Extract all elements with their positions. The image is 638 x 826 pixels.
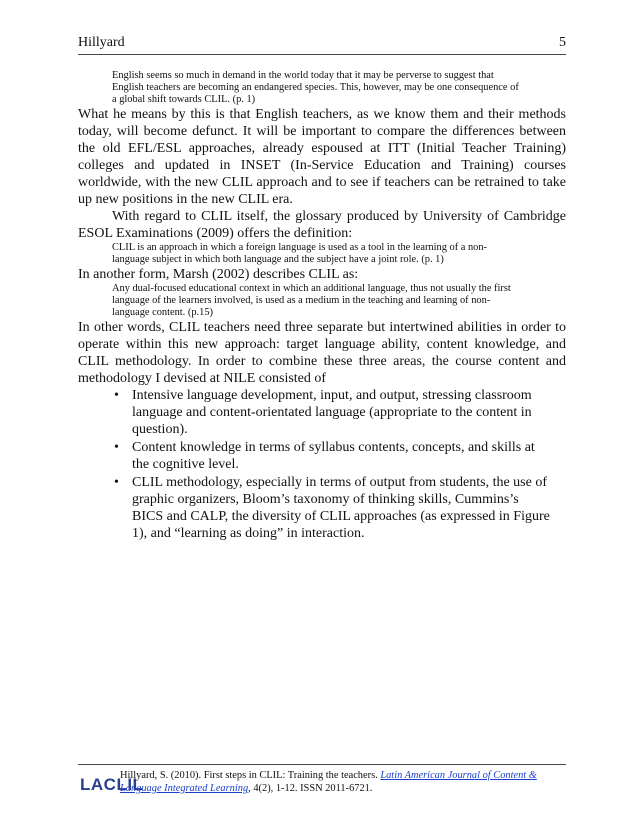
quote-line: CLIL is an approach in which a foreign language is used as a tool in the learning of a non- — [112, 242, 488, 253]
paragraph-3: In another form, Marsh (2002) describes CLIL as: — [78, 267, 359, 282]
page-number: 5 — [559, 35, 566, 50]
quote-line: English teachers are becoming an endangered species. This, however, may be one consequence of — [112, 82, 519, 93]
list-item — [114, 474, 552, 542]
list-item-text: CLIL methodology, especially in terms of output from students, the use of graphic organizers, Bloom’s taxonomy of thinking skills, Cummins’s BICS and CALP, the diversity of CLIL approaches (as expressed in Figure 1), and “learning as doing” in interaction. — [132, 475, 550, 541]
bullet-icon: • — [114, 475, 119, 490]
running-header — [78, 32, 566, 55]
footer-citation — [120, 769, 566, 795]
quote-line: Any dual-focused educational context in which an additional language, thus not usually the first — [112, 283, 511, 294]
quote-line: language of the learners involved, is used as a medium in the teaching and learning of non- — [112, 295, 491, 306]
bullet-list — [78, 387, 566, 542]
quote-line: language content. (p.15) — [112, 307, 213, 318]
page-footer — [78, 764, 566, 794]
block-quote-1 — [112, 70, 532, 106]
header-author: Hillyard — [78, 35, 125, 50]
paragraph-1: What he means by this is that English teachers, as we know them and their methods today, will become defunct. It will be important to compare the differences between the old EFL/ESL approaches, already espoused at ITT (Initial Teacher Training) colleges and updated in INSET (In-Service Education and Training) courses worldwide, with the new CLIL approach and to see if teachers can be retrained to take up new positions in the new CLIL era. — [78, 107, 566, 207]
bullet-icon: • — [114, 388, 119, 403]
list-item — [114, 387, 552, 438]
quote-line: English seems so much in demand in the world today that it may be perverse to suggest that — [112, 70, 494, 81]
quote-line: a global shift towards CLIL. (p. 1) — [112, 94, 256, 105]
bullet-icon: • — [114, 440, 119, 455]
list-item-text: Intensive language development, input, and output, stressing classroom language and content-orientated language (appropriate to the content in question). — [132, 388, 532, 437]
logo-text: LACLIL — [80, 775, 144, 794]
citation-text: Hillyard, S. (2010). First steps in CLIL: Training the teachers. — [120, 770, 381, 781]
list-item — [114, 439, 552, 473]
citation-details: , 4(2), 1-12. ISSN 2011-6721. — [248, 783, 373, 794]
journal-link[interactable]: Latin American Journal of Content & Language Integrated Learning — [120, 770, 537, 794]
page-body — [78, 70, 566, 543]
block-quote-3 — [112, 283, 532, 319]
paragraph-2: With regard to CLIL itself, the glossary produced by University of Cambridge ESOL Examinations (2009) offers the definition: — [78, 209, 566, 241]
quote-line: language subject in which both language and the subject have a joint role. (p. 1) — [112, 254, 444, 265]
list-item-text: Content knowledge in terms of syllabus contents, concepts, and skills at the cognitive level. — [132, 440, 535, 472]
block-quote-2 — [112, 242, 532, 266]
paragraph-4: In other words, CLIL teachers need three separate but intertwined abilities in order to operate within this new approach: target language ability, content knowledge, and CLIL methodology. In order to combine these three areas, the course content and methodology I devised at NILE consisted of — [78, 320, 566, 386]
